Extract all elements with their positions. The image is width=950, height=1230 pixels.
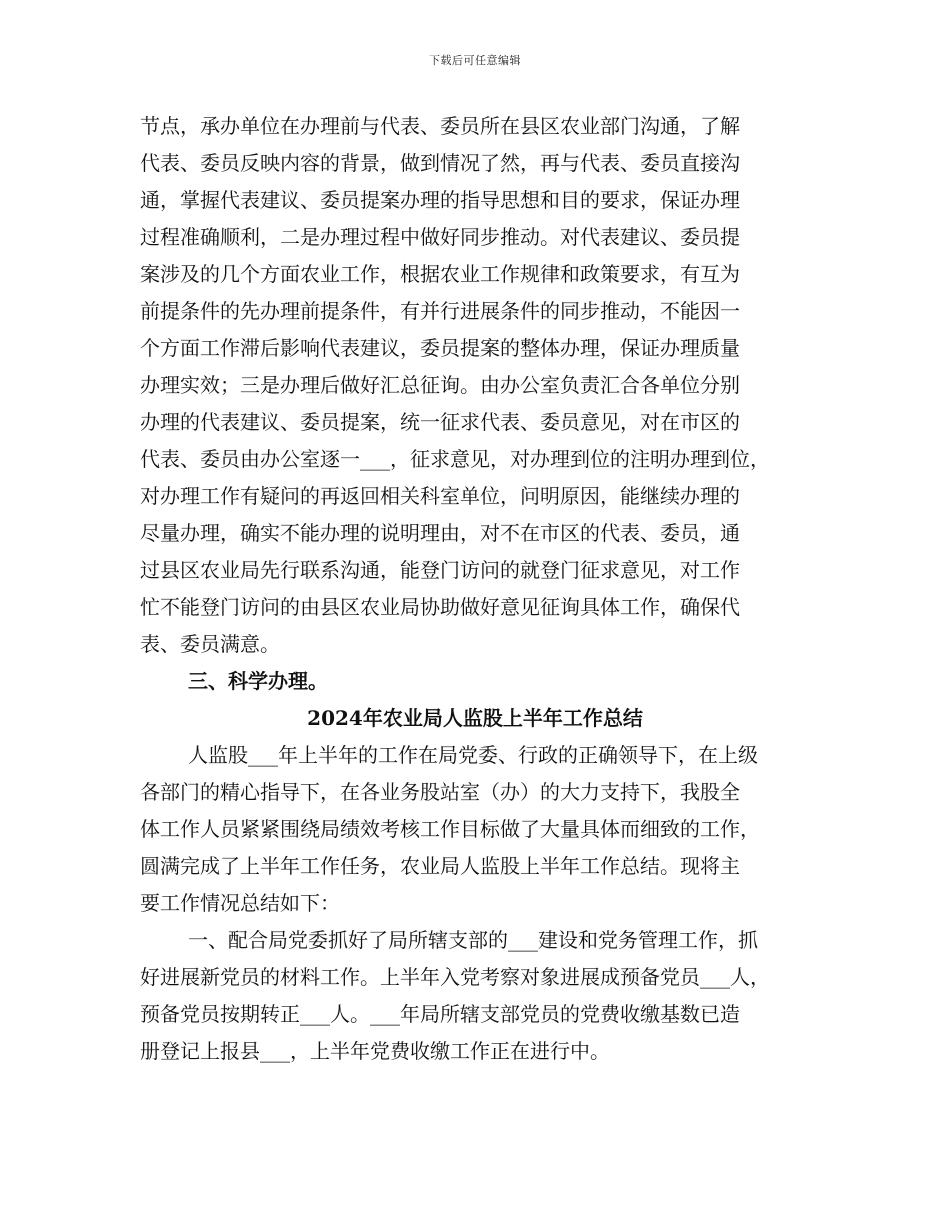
body-line: 尽量办理，确实不能办理的说明理由，对不在市区的代表、委员，通 — [140, 521, 740, 545]
body-line: 案涉及的几个方面农业工作，根据农业工作规律和政策要求，有互为 — [140, 262, 740, 286]
body-line: 人监股___年上半年的工作在局党委、行政的正确领导下，在上级 — [188, 743, 758, 767]
body-line: 好进展新党员的材料工作。上半年入党考察对象进展成预备党员___人， — [140, 965, 770, 989]
body-line: 通，掌握代表建议、委员提案办理的指导思想和目的要求，保证办理 — [140, 188, 740, 212]
body-line: 对办理工作有疑问的再返回相关科室单位，问明原因，能继续办理的 — [140, 484, 740, 508]
body-line: 代表、委员由办公室逐一___，征求意见，对办理到位的注明办理到位， — [140, 447, 770, 471]
body-line: 过县区农业局先行联系沟通，能登门访问的就登门征求意见，对工作 — [140, 558, 740, 582]
body-line: 要工作情况总结如下： — [140, 891, 340, 915]
body-line: 一、配合局党委抓好了局所辖支部的___建设和党务管理工作，抓 — [188, 928, 758, 952]
document-title: 2024年农业局人监股上半年工作总结 — [307, 706, 643, 730]
body-line: 过程准确顺利，二是办理过程中做好同步推动。对代表建议、委员提 — [140, 225, 740, 249]
body-line: 前提条件的先办理前提条件，有并行进展条件的同步推动，不能因一 — [140, 299, 740, 323]
section-heading: 三、科学办理。 — [188, 669, 328, 693]
page-header: 下载后可任意编辑 — [429, 54, 521, 67]
body-line: 各部门的精心指导下，在各业务股站室（办）的大力支持下，我股全 — [140, 780, 740, 804]
body-line: 办理的代表建议、委员提案，统一征求代表、委员意见，对在市区的 — [140, 410, 740, 434]
body-line: 册登记上报县___，上半年党费收缴工作正在进行中。 — [140, 1039, 610, 1063]
body-line: 办理实效；三是办理后做好汇总征询。由办公室负责汇合各单位分别 — [140, 373, 740, 397]
body-line: 个方面工作滞后影响代表建议，委员提案的整体办理，保证办理质量 — [140, 336, 740, 360]
body-line: 体工作人员紧紧围绕局绩效考核工作目标做了大量具体而细致的工作， — [140, 817, 760, 841]
body-line: 节点，承办单位在办理前与代表、委员所在县区农业部门沟通，了解 — [140, 114, 740, 138]
body-line: 圆满完成了上半年工作任务，农业局人监股上半年工作总结。现将主 — [140, 854, 740, 878]
body-line: 表、委员满意。 — [140, 632, 280, 656]
body-line: 代表、委员反映内容的背景，做到情况了然，再与代表、委员直接沟 — [140, 151, 740, 175]
body-line: 预备党员按期转正___人。___年局所辖支部党员的党费收缴基数已造 — [140, 1002, 740, 1026]
body-line: 忙不能登门访问的由县区农业局协助做好意见征询具体工作，确保代 — [140, 595, 740, 619]
